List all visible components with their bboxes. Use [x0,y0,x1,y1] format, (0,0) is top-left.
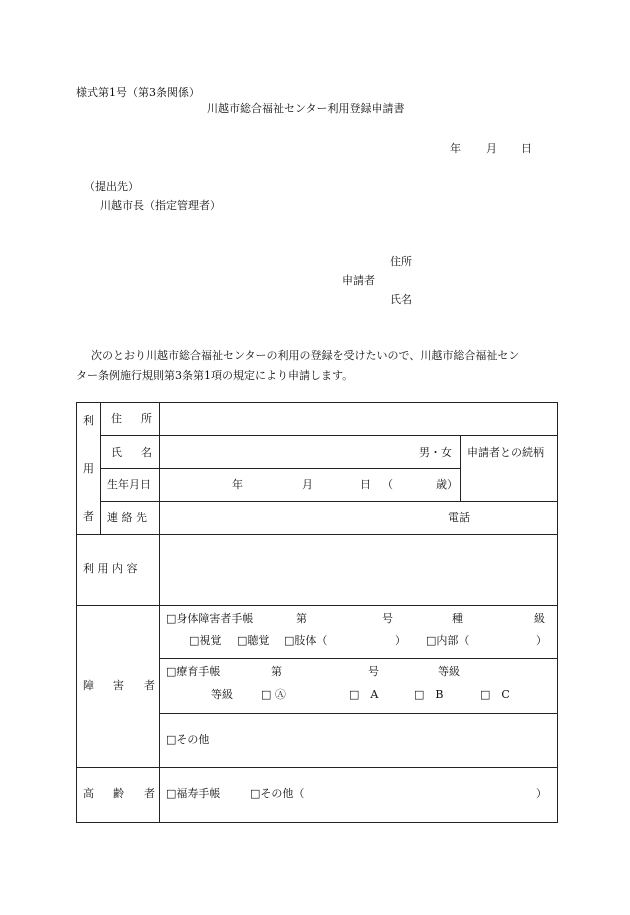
visual-checkbox[interactable]: □視覚 [189,634,222,647]
disability-label-cell [77,606,160,768]
phone-label: 電話 [448,511,470,524]
disability-char-3: 者 [144,679,155,692]
address-input[interactable] [160,403,558,436]
usage-label-cell [77,535,160,606]
elderly-cell[interactable] [160,768,558,823]
birth-age: 歳） [436,478,458,491]
date-month: 月 [486,142,497,155]
relation-cell[interactable] [461,436,558,502]
elderly-label-cell [77,768,160,823]
ryoiku-grade-title: 等級 [438,665,460,678]
disability-other-checkbox[interactable]: □その他 [166,733,210,746]
date-year: 年 [450,142,461,155]
birth-year: 年 [232,478,243,491]
ryoiku-opt-b[interactable]: □ B [414,688,444,701]
physical-grade: 級 [534,612,545,625]
applicant-label: 申請者 [342,274,375,287]
recipient-label: （提出先） [84,180,139,193]
physical-no-suffix: 号 [382,612,393,625]
user-char-1: 利 [83,413,94,427]
date-day: 日 [521,142,532,155]
elderly-other-checkbox[interactable]: □その他（ [250,787,305,800]
ryoiku-grade-label: 等級 [211,688,233,701]
ryoiku-opt-circle-a[interactable]: □ Ⓐ [261,688,286,701]
ryoiku-cell[interactable] [160,659,558,714]
name-label-2: 名 [141,446,152,459]
elderly-char-2: 齢 [113,787,124,800]
applicant-address-label: 住所 [390,255,412,268]
ryoiku-no-prefix: 第 [271,665,282,678]
address-label-cell [101,403,160,436]
ryoiku-opt-c[interactable]: □ C [480,688,510,701]
physical-no-prefix: 第 [296,612,307,625]
contact-label-cell [101,502,160,535]
body-text-line1: 次のとおり川越市総合福祉センターの利用の登録を受けたいので、川越市総合福祉セン [91,349,520,362]
body-text-line2: ター条例施行規則第3条第1項の規定により申請します。 [76,369,354,382]
physical-checkbox[interactable]: □身体障害者手帳 [166,612,254,625]
limb-checkbox[interactable]: □肢体（ [284,634,328,647]
name-label-1: 氏 [111,446,122,459]
relation-label: 申請者との続柄 [467,446,544,459]
elderly-char-3: 者 [144,787,155,800]
disability-char-1: 障 [83,679,94,692]
internal-checkbox[interactable]: □内部（ [426,634,470,647]
elderly-char-1: 高 [83,787,94,800]
birth-input[interactable] [160,469,461,502]
ryoiku-opt-a[interactable]: □ A [349,688,379,701]
name-input[interactable] [160,436,461,469]
page-title: 川越市総合福祉センター利用登録申請書 [207,102,405,115]
contact-label: 連 絡 先 [107,511,147,524]
disability-char-2: 害 [113,679,124,692]
sex-options[interactable]: 男・女 [419,446,452,459]
birth-day: 日 [360,478,371,491]
name-label-cell [101,436,160,469]
elderly-other-close: ） [536,787,547,800]
application-form-table [76,402,558,823]
birth-label-cell [101,469,160,502]
usage-label: 利 用 内 容 [83,562,138,575]
hearing-checkbox[interactable]: □聴覚 [237,634,270,647]
recipient-name: 川越市長（指定管理者） [100,199,221,212]
physical-kind: 種 [452,612,463,625]
applicant-name-label: 氏名 [390,293,412,306]
limb-close: ） [395,634,406,647]
birth-month: 月 [302,478,313,491]
address-label-2: 所 [141,412,152,425]
contact-input[interactable] [160,502,558,535]
birth-age-open: （ [382,478,393,491]
usage-input[interactable] [160,535,558,606]
form-number: 様式第1号（第3条関係） [76,86,200,99]
fukuju-checkbox[interactable]: □福寿手帳 [166,787,221,800]
ryoiku-no-suffix: 号 [368,665,379,678]
birth-label: 生年月日 [107,478,151,491]
disability-other-cell[interactable] [160,714,558,768]
ryoiku-checkbox[interactable]: □療育手帳 [166,665,221,678]
user-char-2: 用 [83,461,94,475]
internal-close: ） [536,634,547,647]
user-group-cell [77,403,101,535]
physical-disability-cell[interactable] [160,606,558,659]
user-char-3: 者 [83,509,94,523]
address-label-1: 住 [111,412,122,425]
